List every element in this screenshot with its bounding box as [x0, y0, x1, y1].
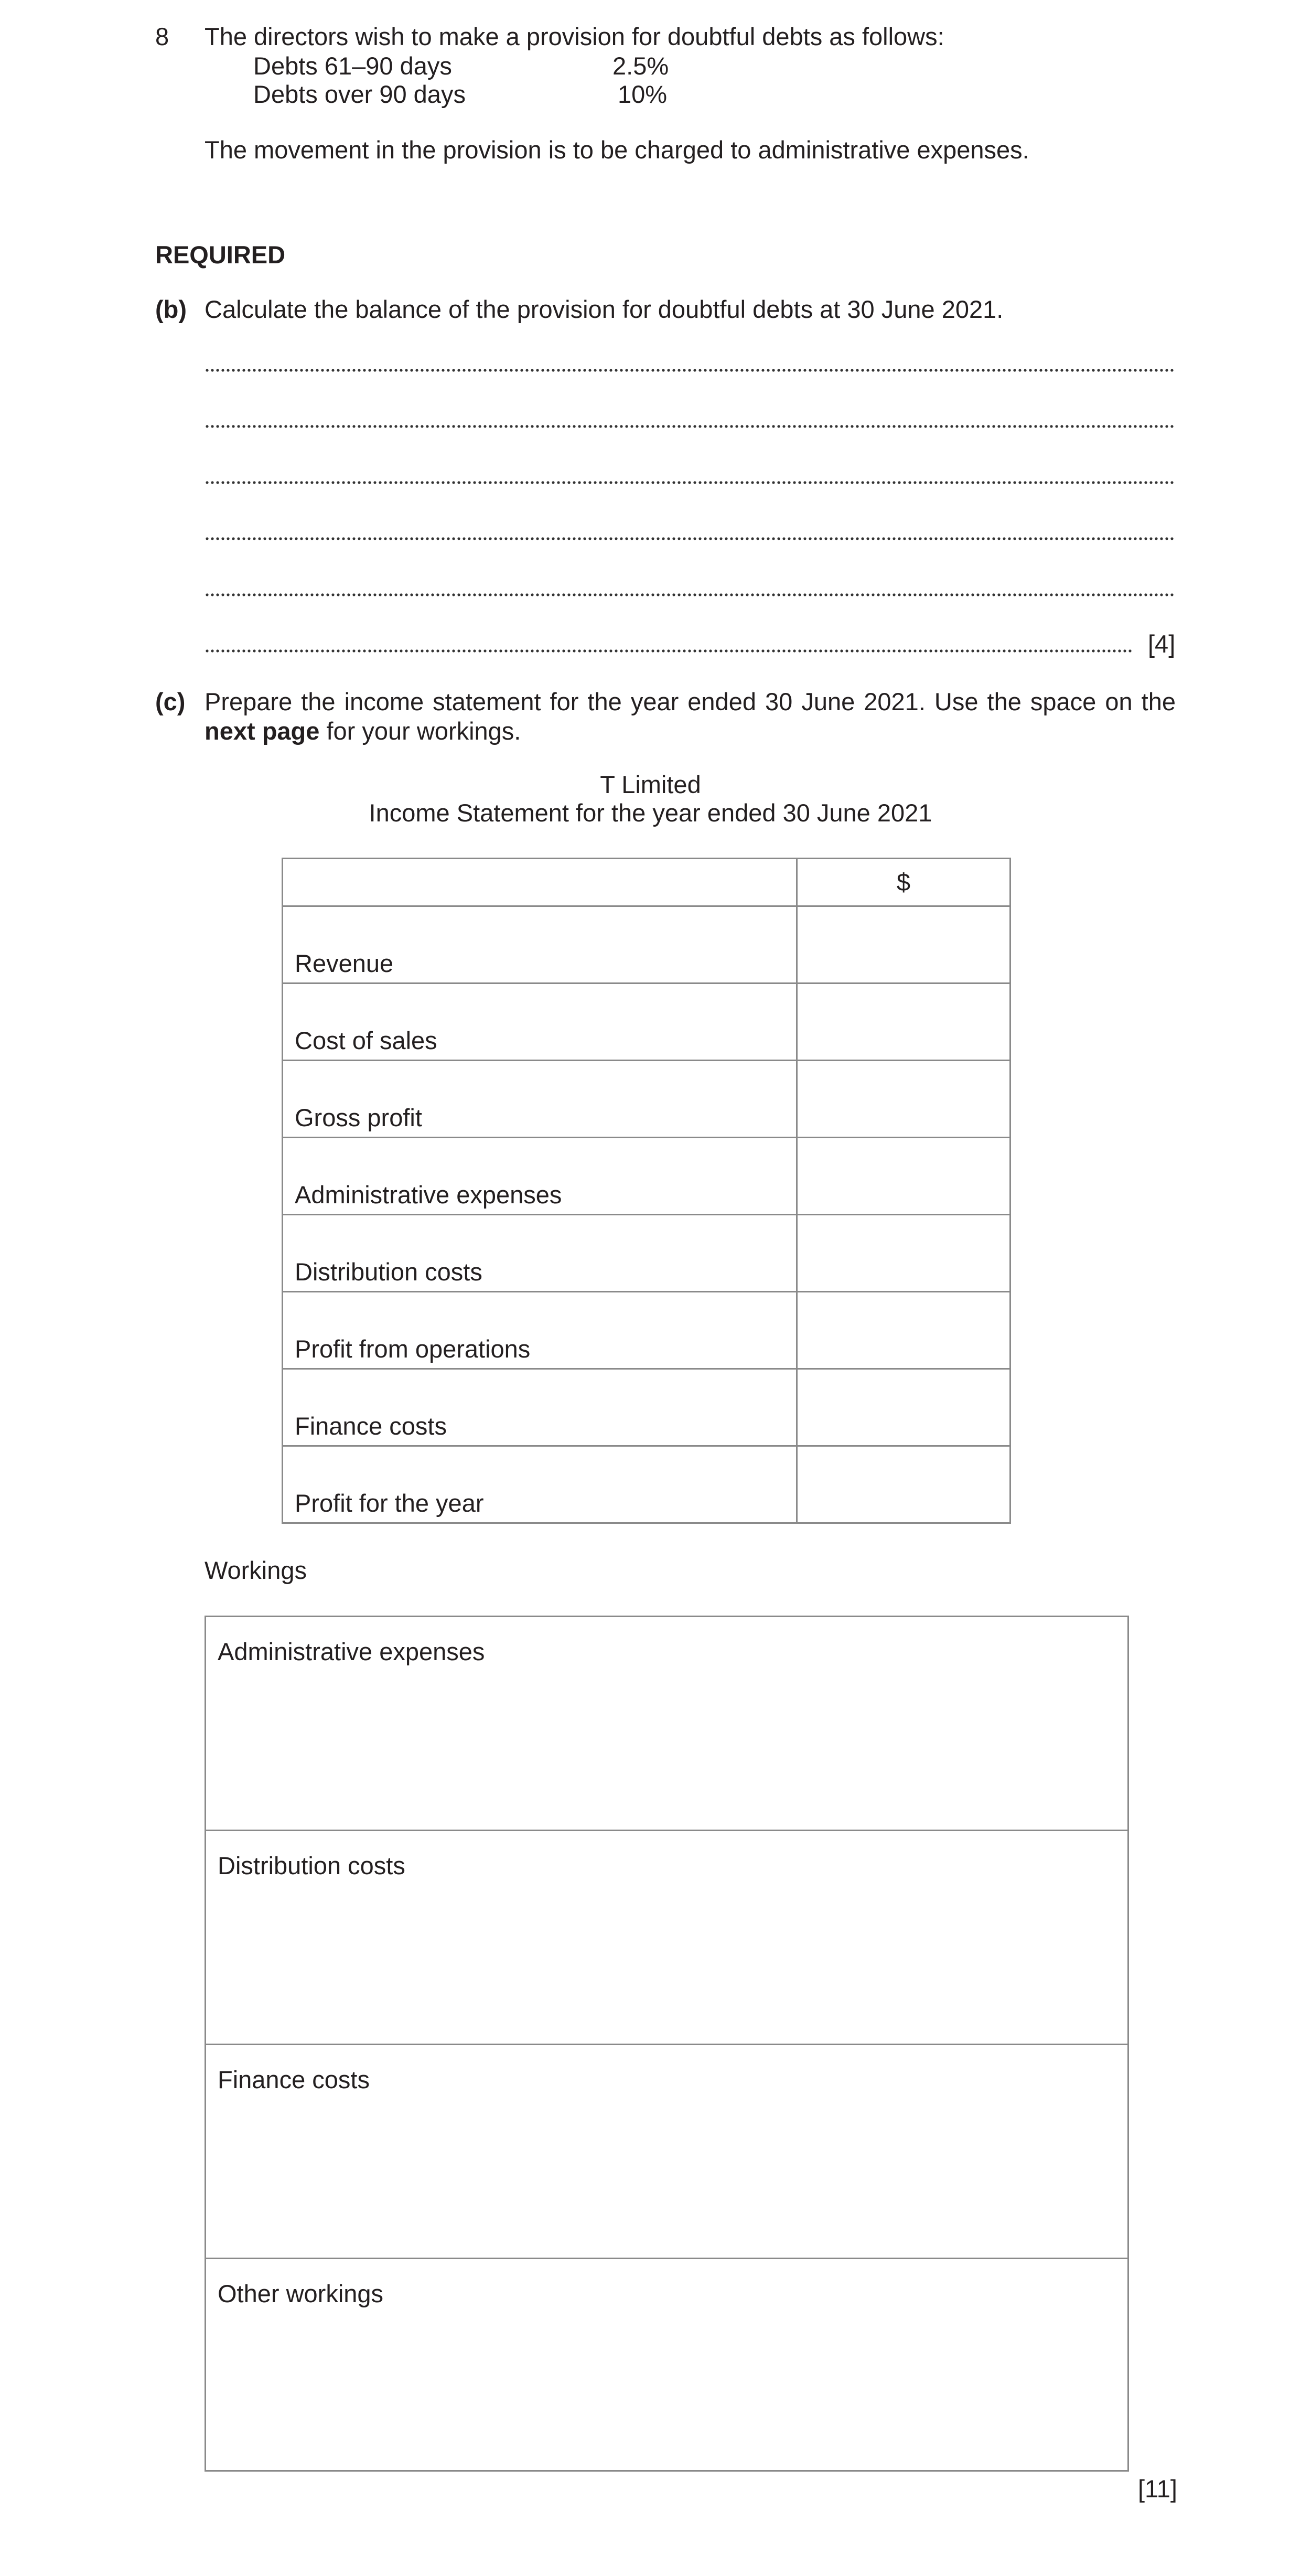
answer-line-5[interactable]: [205, 593, 1175, 596]
part-b-marks: [4]: [1148, 630, 1176, 658]
table-header-row: [283, 859, 1010, 906]
amount-cell-profit-from-operations[interactable]: [797, 1292, 1010, 1369]
amount-cell-gross-profit[interactable]: [797, 1061, 1010, 1138]
question-intro: The directors wish to make a provision for doubtful debts as follows:: [205, 23, 944, 50]
provision-rate-2: 10%: [618, 80, 668, 108]
answer-line-6[interactable]: [205, 649, 1133, 653]
workings-section-finance-costs[interactable]: [206, 2045, 1127, 2259]
row-label-profit-for-the-year: Profit for the year: [283, 1446, 797, 1523]
table-row: [283, 1215, 1010, 1292]
part-c-marks: [11]: [1138, 2475, 1177, 2503]
workings-section-administrative-expenses[interactable]: [206, 1617, 1127, 1831]
provision-label-1: Debts 61–90 days: [253, 52, 452, 80]
workings-section-label: Administrative expenses: [218, 1638, 485, 1665]
income-statement-table: [282, 858, 1011, 1524]
row-label-profit-from-operations: Profit from operations: [283, 1292, 797, 1369]
workings-heading: Workings: [205, 1556, 307, 1584]
provision-label-2: Debts over 90 days: [253, 80, 466, 108]
part-b-question: Calculate the balance of the provision for doubtful debts at 30 June 2021.: [205, 295, 1004, 323]
company-name: T Limited: [600, 771, 701, 798]
table-row: [283, 1369, 1010, 1446]
workings-section-distribution-costs[interactable]: [206, 1831, 1127, 2045]
workings-section-label: Other workings: [218, 2280, 384, 2307]
workings-section-label: Finance costs: [218, 2066, 370, 2093]
row-label-revenue: Revenue: [283, 906, 797, 984]
answer-line-2[interactable]: [205, 425, 1175, 428]
movement-note: The movement in the provision is to be charged to administrative expenses.: [205, 136, 1029, 164]
row-label-finance-costs: Finance costs: [283, 1369, 797, 1446]
table-row: [283, 1292, 1010, 1369]
amount-cell-revenue[interactable]: [797, 906, 1010, 984]
table-row: [283, 1138, 1010, 1215]
workings-section-other-workings[interactable]: [206, 2259, 1127, 2470]
row-label-administrative-expenses: Administrative expenses: [283, 1138, 797, 1215]
part-c-question: Prepare the income statement for the year ended 30 June 2021. Use the space on the next page for your workings.: [205, 688, 1176, 745]
amount-cell-administrative-expenses[interactable]: [797, 1138, 1010, 1215]
amount-cell-finance-costs[interactable]: [797, 1369, 1010, 1446]
question-number: 8: [155, 23, 169, 50]
header-label-cell: [283, 859, 797, 906]
required-heading: REQUIRED: [155, 241, 286, 269]
amount-cell-distribution-costs[interactable]: [797, 1215, 1010, 1292]
part-b-label: (b): [155, 295, 187, 323]
statement-title: Income Statement for the year ended 30 June 2021: [369, 799, 932, 827]
next-page-emphasis: next page: [205, 717, 320, 745]
answer-line-4[interactable]: [205, 537, 1175, 540]
amount-cell-cost-of-sales[interactable]: [797, 984, 1010, 1061]
part-c-label: (c): [155, 688, 186, 715]
amount-cell-profit-for-the-year[interactable]: [797, 1446, 1010, 1523]
row-label-gross-profit: Gross profit: [283, 1061, 797, 1138]
currency-header: $: [797, 859, 1010, 906]
provision-rate-1: 2.5%: [612, 52, 669, 80]
answer-line-3[interactable]: [205, 481, 1175, 484]
row-label-cost-of-sales: Cost of sales: [283, 984, 797, 1061]
table-row: [283, 1061, 1010, 1138]
table-row: [283, 906, 1010, 984]
workings-box: [205, 1616, 1129, 2472]
table-row: [283, 984, 1010, 1061]
row-label-distribution-costs: Distribution costs: [283, 1215, 797, 1292]
workings-section-label: Distribution costs: [218, 1852, 405, 1879]
answer-line-1[interactable]: [205, 369, 1175, 372]
table-row: [283, 1446, 1010, 1523]
